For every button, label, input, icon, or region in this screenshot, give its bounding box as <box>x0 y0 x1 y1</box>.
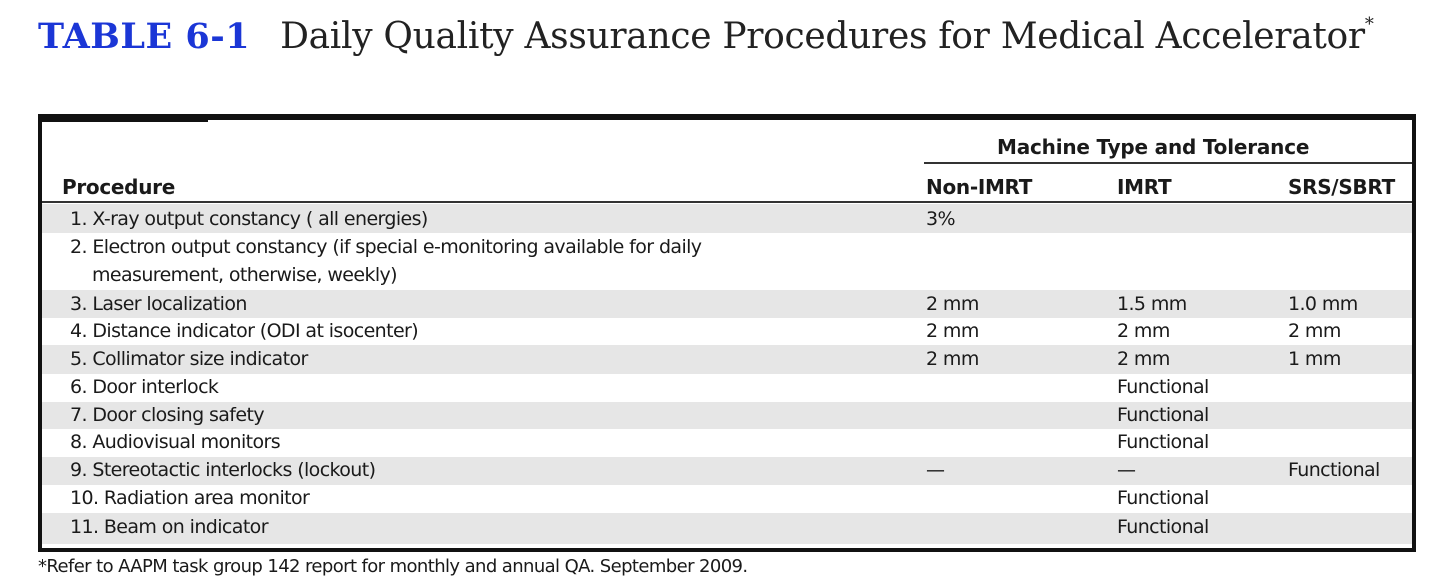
procedure-cell: 1. X-ray output constancy ( all energies) <box>70 208 428 230</box>
table-row <box>42 485 1412 513</box>
non-imrt-cell: 2 mm <box>926 320 979 342</box>
imrt-cell: Functional <box>1117 376 1209 398</box>
procedure-cell: 7. Door closing safety <box>70 404 264 426</box>
non-imrt-cell: 2 mm <box>926 293 979 315</box>
table-title <box>280 16 1373 57</box>
table-row <box>42 233 1412 290</box>
procedure-cell: 4. Distance indicator (ODI at isocenter) <box>70 320 419 342</box>
qa-table <box>38 114 1416 552</box>
imrt-cell: 1.5 mm <box>1117 293 1187 315</box>
imrt-cell: — <box>1117 459 1136 481</box>
imrt-cell: Functional <box>1117 431 1209 453</box>
group-header-rule <box>924 162 1412 164</box>
srs-sbrt-cell: 1.0 mm <box>1288 293 1358 315</box>
footnote-mark: * <box>1364 14 1374 35</box>
table-title-row <box>38 14 1374 57</box>
table-title-text: Daily Quality Assurance Procedures for Medical Accelerator <box>280 16 1365 57</box>
srs-sbrt-cell: 2 mm <box>1288 320 1341 342</box>
procedure-cell: 5. Collimator size indicator <box>70 348 308 370</box>
non-imrt-cell: 2 mm <box>926 348 979 370</box>
col-header-srs-sbrt: SRS/SBRT <box>1288 175 1395 199</box>
table-row <box>42 402 1412 429</box>
table-row <box>42 345 1412 374</box>
procedure-cell: 2. Electron output constancy (if special e-monitoring available for daily <box>70 236 702 258</box>
col-header-non-imrt: Non-IMRT <box>926 175 1033 199</box>
non-imrt-cell: 3% <box>926 208 955 230</box>
imrt-cell: 2 mm <box>1117 320 1170 342</box>
procedure-cell-line2: measurement, otherwise, weekly) <box>92 264 397 286</box>
table-number: TABLE 6-1 <box>38 16 251 57</box>
table-row <box>42 290 1412 318</box>
table-row <box>42 429 1412 457</box>
procedure-cell: 8. Audiovisual monitors <box>70 431 281 453</box>
imrt-cell: 2 mm <box>1117 348 1170 370</box>
header-rule <box>42 201 1412 203</box>
table-row <box>42 204 1412 233</box>
procedure-cell: 9. Stereotactic interlocks (lockout) <box>70 459 376 481</box>
procedure-cell: 10. Radiation area monitor <box>70 487 310 509</box>
table-top-tab <box>42 114 208 122</box>
srs-sbrt-cell: 1 mm <box>1288 348 1341 370</box>
col-header-imrt: IMRT <box>1117 175 1172 199</box>
srs-sbrt-cell: Functional <box>1288 459 1380 481</box>
procedure-cell: 11. Beam on indicator <box>70 516 268 538</box>
procedure-cell: 3. Laser localization <box>70 293 247 315</box>
imrt-cell: Functional <box>1117 487 1209 509</box>
col-header-procedure: Procedure <box>62 175 175 199</box>
table-row <box>42 513 1412 544</box>
group-header: Machine Type and Tolerance <box>997 135 1310 159</box>
table-footnote: *Refer to AAPM task group 142 report for monthly and annual QA. September 2009. <box>38 556 748 577</box>
non-imrt-cell: — <box>926 459 945 481</box>
table-row <box>42 318 1412 345</box>
procedure-cell: 6. Door interlock <box>70 376 219 398</box>
imrt-cell: Functional <box>1117 404 1209 426</box>
imrt-cell: Functional <box>1117 516 1209 538</box>
table-row <box>42 457 1412 485</box>
table-row <box>42 374 1412 402</box>
